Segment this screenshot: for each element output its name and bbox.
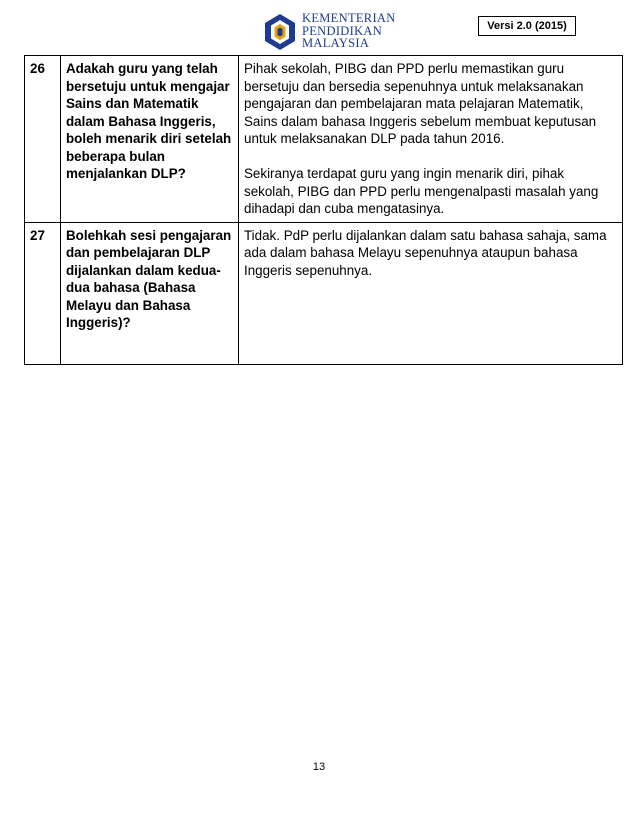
table-row: [25, 222, 623, 364]
answer-paragraph: Sekiranya terdapat guru yang ingin menarik diri, pihak sekolah, PIBG dan PPD perlu mengenalpasti masalah yang dihadapi dan cuba mengatasinya.: [244, 166, 599, 216]
ministry-emblem-icon: [262, 12, 298, 52]
question-text: Adakah guru yang telah bersetuju untuk mengajar Sains dan Matematik dalam Bahasa Inggeris, boleh menarik diri setelah beberapa bulan menjalankan DLP?: [61, 56, 239, 223]
question-text: Bolehkah sesi pengajaran dan pembelajaran DLP dijalankan dalam kedua-dua bahasa (Bahasa Melayu dan Bahasa Inggeris)?: [61, 222, 239, 364]
logo-line: KEMENTERIAN: [302, 11, 396, 25]
table-row: [25, 56, 623, 223]
logo-line: PENDIDIKAN: [302, 23, 383, 38]
answer-cell: [239, 222, 623, 364]
logo-wordmark: [302, 12, 396, 50]
page-number: 13: [312, 761, 326, 773]
answer-cell: [239, 56, 623, 223]
question-number: 26: [25, 56, 61, 223]
answer-paragraph: Tidak. PdP perlu dijalankan dalam satu bahasa sahaja, sama ada dalam bahasa Melayu sepenuhnya ataupun bahasa Inggeris sepenuhnya.: [244, 227, 607, 278]
faq-table: [24, 55, 623, 365]
version-label: Versi 2.0 (2015): [478, 16, 576, 36]
answer-paragraph: Pihak sekolah, PIBG dan PPD perlu memastikan guru bersetuju dan bersedia sepenuhnya untuk melaksanakan pengajaran dan pembelajaran mata pelajaran Matematik, Sains dalam bahasa Inggeris sebelum membuat keputusan untuk melaksanakan DLP pada tahun 2016.: [244, 61, 597, 146]
ministry-logo: [262, 10, 396, 52]
logo-line: MALAYSIA: [302, 36, 370, 50]
question-number: 27: [25, 222, 61, 364]
